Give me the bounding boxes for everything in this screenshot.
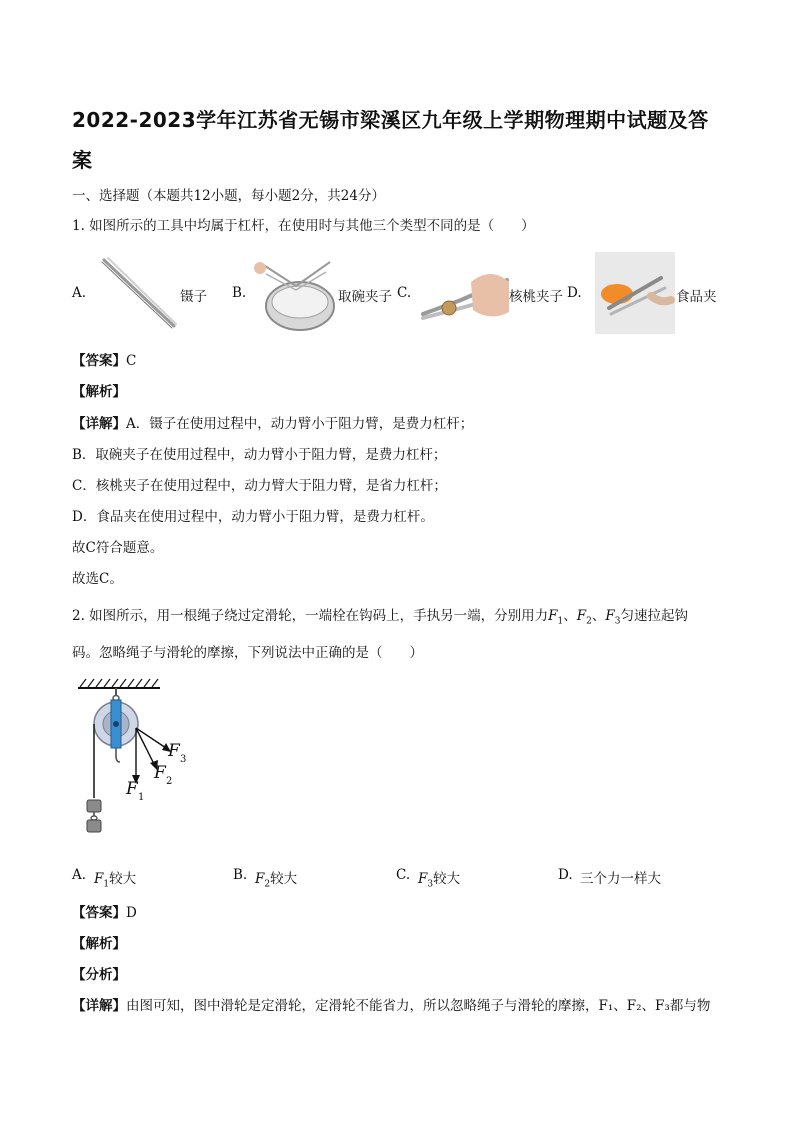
option-text: 较大 xyxy=(270,871,298,887)
force-f3-sub: 3 xyxy=(614,616,621,627)
option-text: 较大 xyxy=(109,871,137,887)
option-letter: C. xyxy=(396,867,411,883)
option-letter: D. xyxy=(558,867,573,883)
separator: 、 xyxy=(591,608,606,624)
force-f2: F xyxy=(576,608,587,624)
option-name: 食品夹 xyxy=(676,289,717,305)
option-var: F xyxy=(418,871,428,887)
q2-analysis-label: 【解析】 xyxy=(72,936,126,952)
option-sub: 1 xyxy=(103,879,110,890)
answer-value: C xyxy=(126,353,137,369)
q1-stem: 1. 如图所示的工具中均属于杠杆，在使用时与其他三个类型不同的是（ ） xyxy=(72,218,535,234)
q1-answer xyxy=(72,351,136,371)
option-letter: B. xyxy=(233,867,248,883)
q1-detail-d: D．食品夹在使用过程中，动力臂小于阻力臂，是费力杠杆。 xyxy=(72,509,434,525)
detail-label: 【详解】 xyxy=(72,998,126,1014)
option-letter: C. xyxy=(397,285,412,301)
option-text: 三个力一样大 xyxy=(580,871,661,887)
q2-stem-line-2: 码。忽略绳子与滑轮的摩擦，下列说法中正确的是（ ） xyxy=(72,645,423,661)
label-f2: F xyxy=(154,763,166,783)
q2-options xyxy=(72,867,732,890)
q2-answer xyxy=(72,903,137,923)
bowl-clip-icon xyxy=(252,252,338,336)
option-text: 较大 xyxy=(433,871,461,887)
q1-option-a[interactable] xyxy=(72,252,232,336)
label-f3: F xyxy=(168,741,180,761)
separator: 、 xyxy=(563,608,577,624)
label-f1-sub: 1 xyxy=(138,792,145,803)
q1-option-c[interactable] xyxy=(397,252,567,336)
q2-stem-line-1 xyxy=(72,606,688,632)
detail-label: 【详解】 xyxy=(72,416,126,432)
q1-detail-c: C．核桃夹子在使用过程中，动力臂大于阻力臂，是省力杠杆； xyxy=(72,478,447,494)
detail-text: 由图可知，图中滑轮是定滑轮，定滑轮不能省力，所以忽略绳子与滑轮的摩擦，F₁、F₂、F₃都与物 xyxy=(126,998,711,1014)
section-heading: 一、选择题（本题共12小题，每小题2分，共24分） xyxy=(72,188,385,204)
option-var: F xyxy=(94,871,104,887)
q1-detail-b: B．取碗夹子在使用过程中，动力臂小于阻力臂，是费力杠杆； xyxy=(72,447,447,463)
title-line-1: 2022-2023学年江苏省无锡市梁溪区九年级上学期物理期中试题及答 xyxy=(72,108,709,132)
stem-text: 匀速拉起钩 xyxy=(620,608,688,624)
q1-detail-a xyxy=(72,414,473,434)
pulley-figure xyxy=(74,676,194,844)
q2-detail xyxy=(72,996,732,1016)
q1-choice: 故选C。 xyxy=(72,571,123,587)
option-letter: B. xyxy=(232,285,247,301)
answer-label: 【答案】 xyxy=(72,353,126,369)
option-sub: 2 xyxy=(264,879,271,890)
q1-analysis-label: 【解析】 xyxy=(72,384,126,400)
title-line-2: 案 xyxy=(72,148,93,172)
answer-label: 【答案】 xyxy=(72,905,126,921)
label-f2-sub: 2 xyxy=(166,776,173,787)
q1-options xyxy=(72,252,732,336)
q1-conclusion: 故C符合题意。 xyxy=(72,540,164,556)
option-sub: 3 xyxy=(427,879,434,890)
q1-option-b[interactable] xyxy=(232,252,397,336)
force-f1-sub: 1 xyxy=(557,616,564,627)
option-name: 核桃夹子 xyxy=(509,289,563,305)
option-var: F xyxy=(255,871,265,887)
answer-value: D xyxy=(126,905,137,921)
q2-fenxi-label: 【分析】 xyxy=(72,967,126,983)
option-name: 镊子 xyxy=(180,289,207,305)
tweezers-icon xyxy=(96,252,182,332)
label-f1: F xyxy=(126,779,138,799)
option-name: 取碗夹子 xyxy=(338,289,392,305)
stem-text: 2. 如图所示，用一根绳子绕过定滑轮，一端栓在钩码上，手执另一端，分别用力 xyxy=(72,608,549,624)
force-f1: F xyxy=(548,608,558,624)
option-letter: D. xyxy=(567,285,582,301)
q1-option-d[interactable] xyxy=(567,252,732,336)
nutcracker-icon xyxy=(421,252,511,334)
option-letter: A. xyxy=(72,867,87,883)
option-letter: A. xyxy=(72,285,87,301)
force-f3: F xyxy=(605,608,615,624)
label-f3-sub: 3 xyxy=(180,754,187,765)
document-title xyxy=(72,100,732,180)
food-tongs-icon xyxy=(595,252,675,334)
force-f2-sub: 2 xyxy=(586,616,592,627)
detail-text: A．镊子在使用过程中，动力臂小于阻力臂，是费力杠杆； xyxy=(126,416,474,432)
